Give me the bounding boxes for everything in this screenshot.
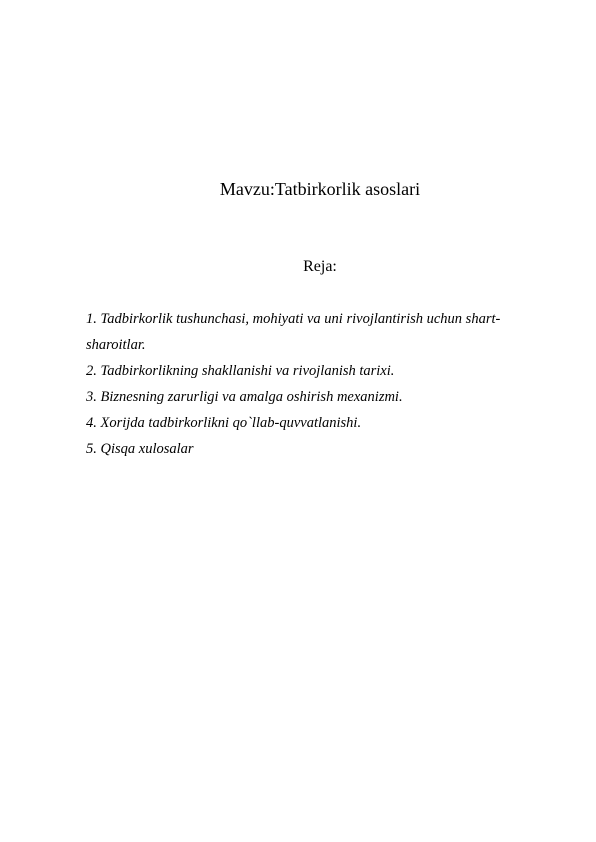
- plan-item-2: 2. Tadbirkorlikning shakllanishi va rivojlanish tarixi.: [86, 363, 395, 379]
- document-title: Mavzu:Tatbirkorlik asoslari: [219, 179, 421, 199]
- plan-item-1: 1. Tadbirkorlik tushunchasi, mohiyati va uni rivojlantirish uchun shart-sharoitlar.: [86, 311, 501, 353]
- plan-list: [86, 306, 554, 462]
- plan-item-3: 3. Biznesning zarurligi va amalga oshirish mexanizmi.: [86, 389, 403, 405]
- plan-item-5: 5. Qisqa xulosalar: [86, 441, 194, 457]
- plan-item-4: 4. Xorijda tadbirkorlikni qo`llab-quvvatlanishi.: [86, 415, 362, 431]
- plan-heading: Reja:: [303, 258, 337, 275]
